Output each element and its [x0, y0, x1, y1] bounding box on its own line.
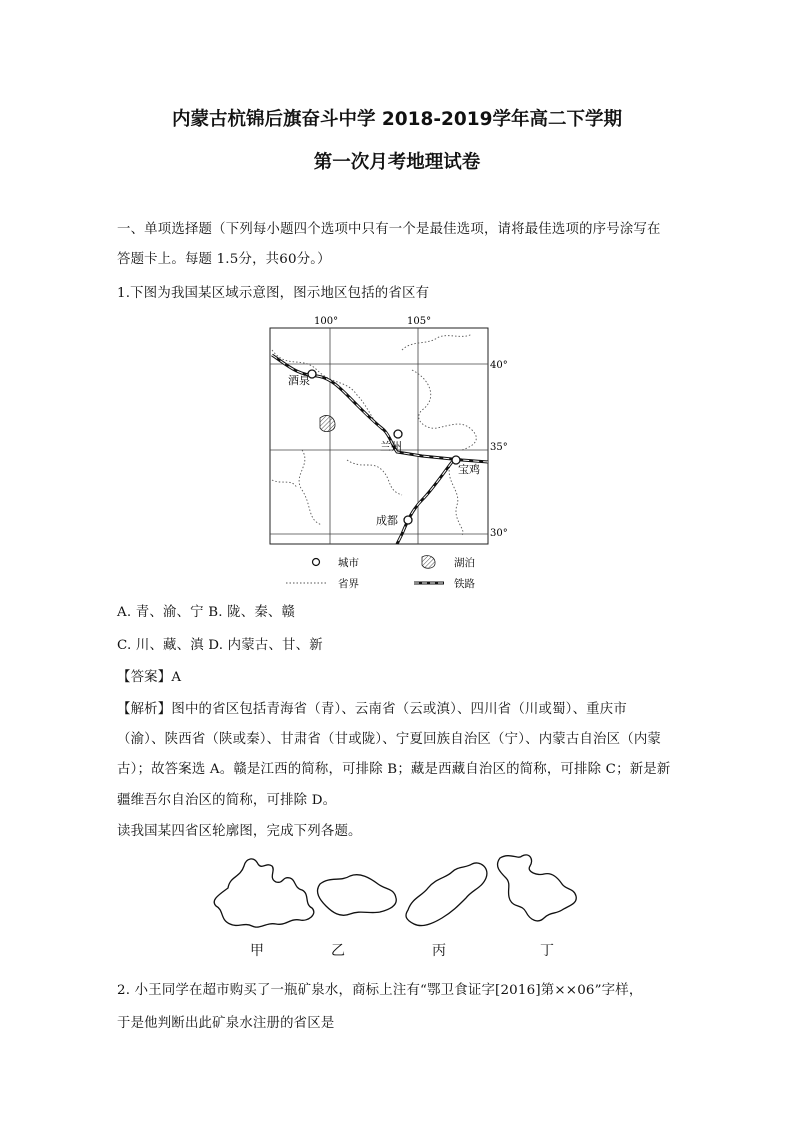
railway-south [397, 462, 452, 544]
region-map [262, 310, 522, 600]
question-1-options-row1: A. 青、渝、宁 B. 陇、秦、赣 [117, 605, 296, 620]
analysis-line-1: 【解析】图中的省区包括青海省（青）、云南省（云或滇）、四川省（川或蜀）、重庆市 [117, 702, 627, 717]
shape-label-jia: 甲 [250, 943, 264, 959]
intro-question-2: 读我国某四省区轮廓图，完成下列各题。 [117, 824, 362, 839]
province-outlines [200, 848, 620, 938]
analysis-line-3: 古）；故答案选 A。赣是江西的简称，可排除 B；藏是西藏自治区的简称，可排除 C；新是新 [117, 762, 671, 777]
province-outline-jia [214, 859, 314, 927]
question-2-line-2: 于是他判断出此矿泉水注册的省区是 [117, 1016, 335, 1031]
city-label-baoji: 宝鸡 [458, 463, 480, 476]
analysis-line-4: 疆维吾尔自治区的简称，可排除 D。 [117, 793, 337, 808]
section-heading: 一、单项选择题（下列每小题四个选项中只有一个是最佳选项，请将最佳选项的序号涂写在 [117, 222, 661, 237]
province-outline-ding [498, 855, 577, 921]
shape-label-yi: 乙 [331, 943, 345, 959]
map-frame [270, 328, 488, 544]
province-outline-bing [406, 863, 487, 926]
page-title: 内蒙古杭锦后旗奋斗中学 2018-2019学年高二下学期 [171, 109, 623, 130]
legend-border-label: 省界 [338, 578, 359, 590]
lat-label-30: 30° [490, 528, 508, 539]
city-label-chengdu: 成都 [376, 514, 398, 527]
lat-label-35: 35° [490, 442, 508, 453]
legend-lake-label: 湖泊 [454, 557, 475, 569]
city-label-lanzhou: 兰州 [380, 440, 402, 453]
city-label-jiuquan: 酒泉 [288, 374, 310, 387]
legend-city-label: 城市 [338, 557, 359, 569]
question-1-options-row2: C. 川、藏、滇 D. 内蒙古、甘、新 [117, 638, 323, 653]
legend-lake-icon [422, 556, 435, 569]
shape-label-bing: 丙 [432, 943, 446, 959]
question-1-stem: 1.下图为我国某区域示意图，图示地区包括的省区有 [117, 286, 430, 301]
province-outline-yi [318, 875, 397, 916]
lat-label-40: 40° [490, 360, 508, 371]
answer-line: 【答案】A [117, 670, 182, 685]
legend-city-icon [313, 559, 320, 566]
section-heading-cont: 答题卡上。每题 1.5分，共60分。） [117, 252, 331, 267]
analysis-line-2: （渝）、陕西省（陕或秦）、甘肃省（甘或陇）、宁夏回族自治区（宁）、内蒙古自治区（内蒙 [117, 732, 662, 747]
question-2-line-1: 2. 小王同学在超市购买了一瓶矿泉水，商标上注有“鄂卫食证字[2016]第××06”字样， [117, 983, 643, 998]
city-marker-lanzhou [394, 430, 402, 438]
lon-label-105: 105° [407, 316, 432, 327]
city-marker-chengdu [404, 516, 412, 524]
shape-label-ding: 丁 [540, 943, 554, 959]
lake-icon [320, 416, 335, 432]
legend-railway-label: 铁路 [454, 578, 475, 590]
page-subtitle: 第一次月考地理试卷 [313, 152, 481, 173]
lon-label-100: 100° [314, 316, 339, 327]
